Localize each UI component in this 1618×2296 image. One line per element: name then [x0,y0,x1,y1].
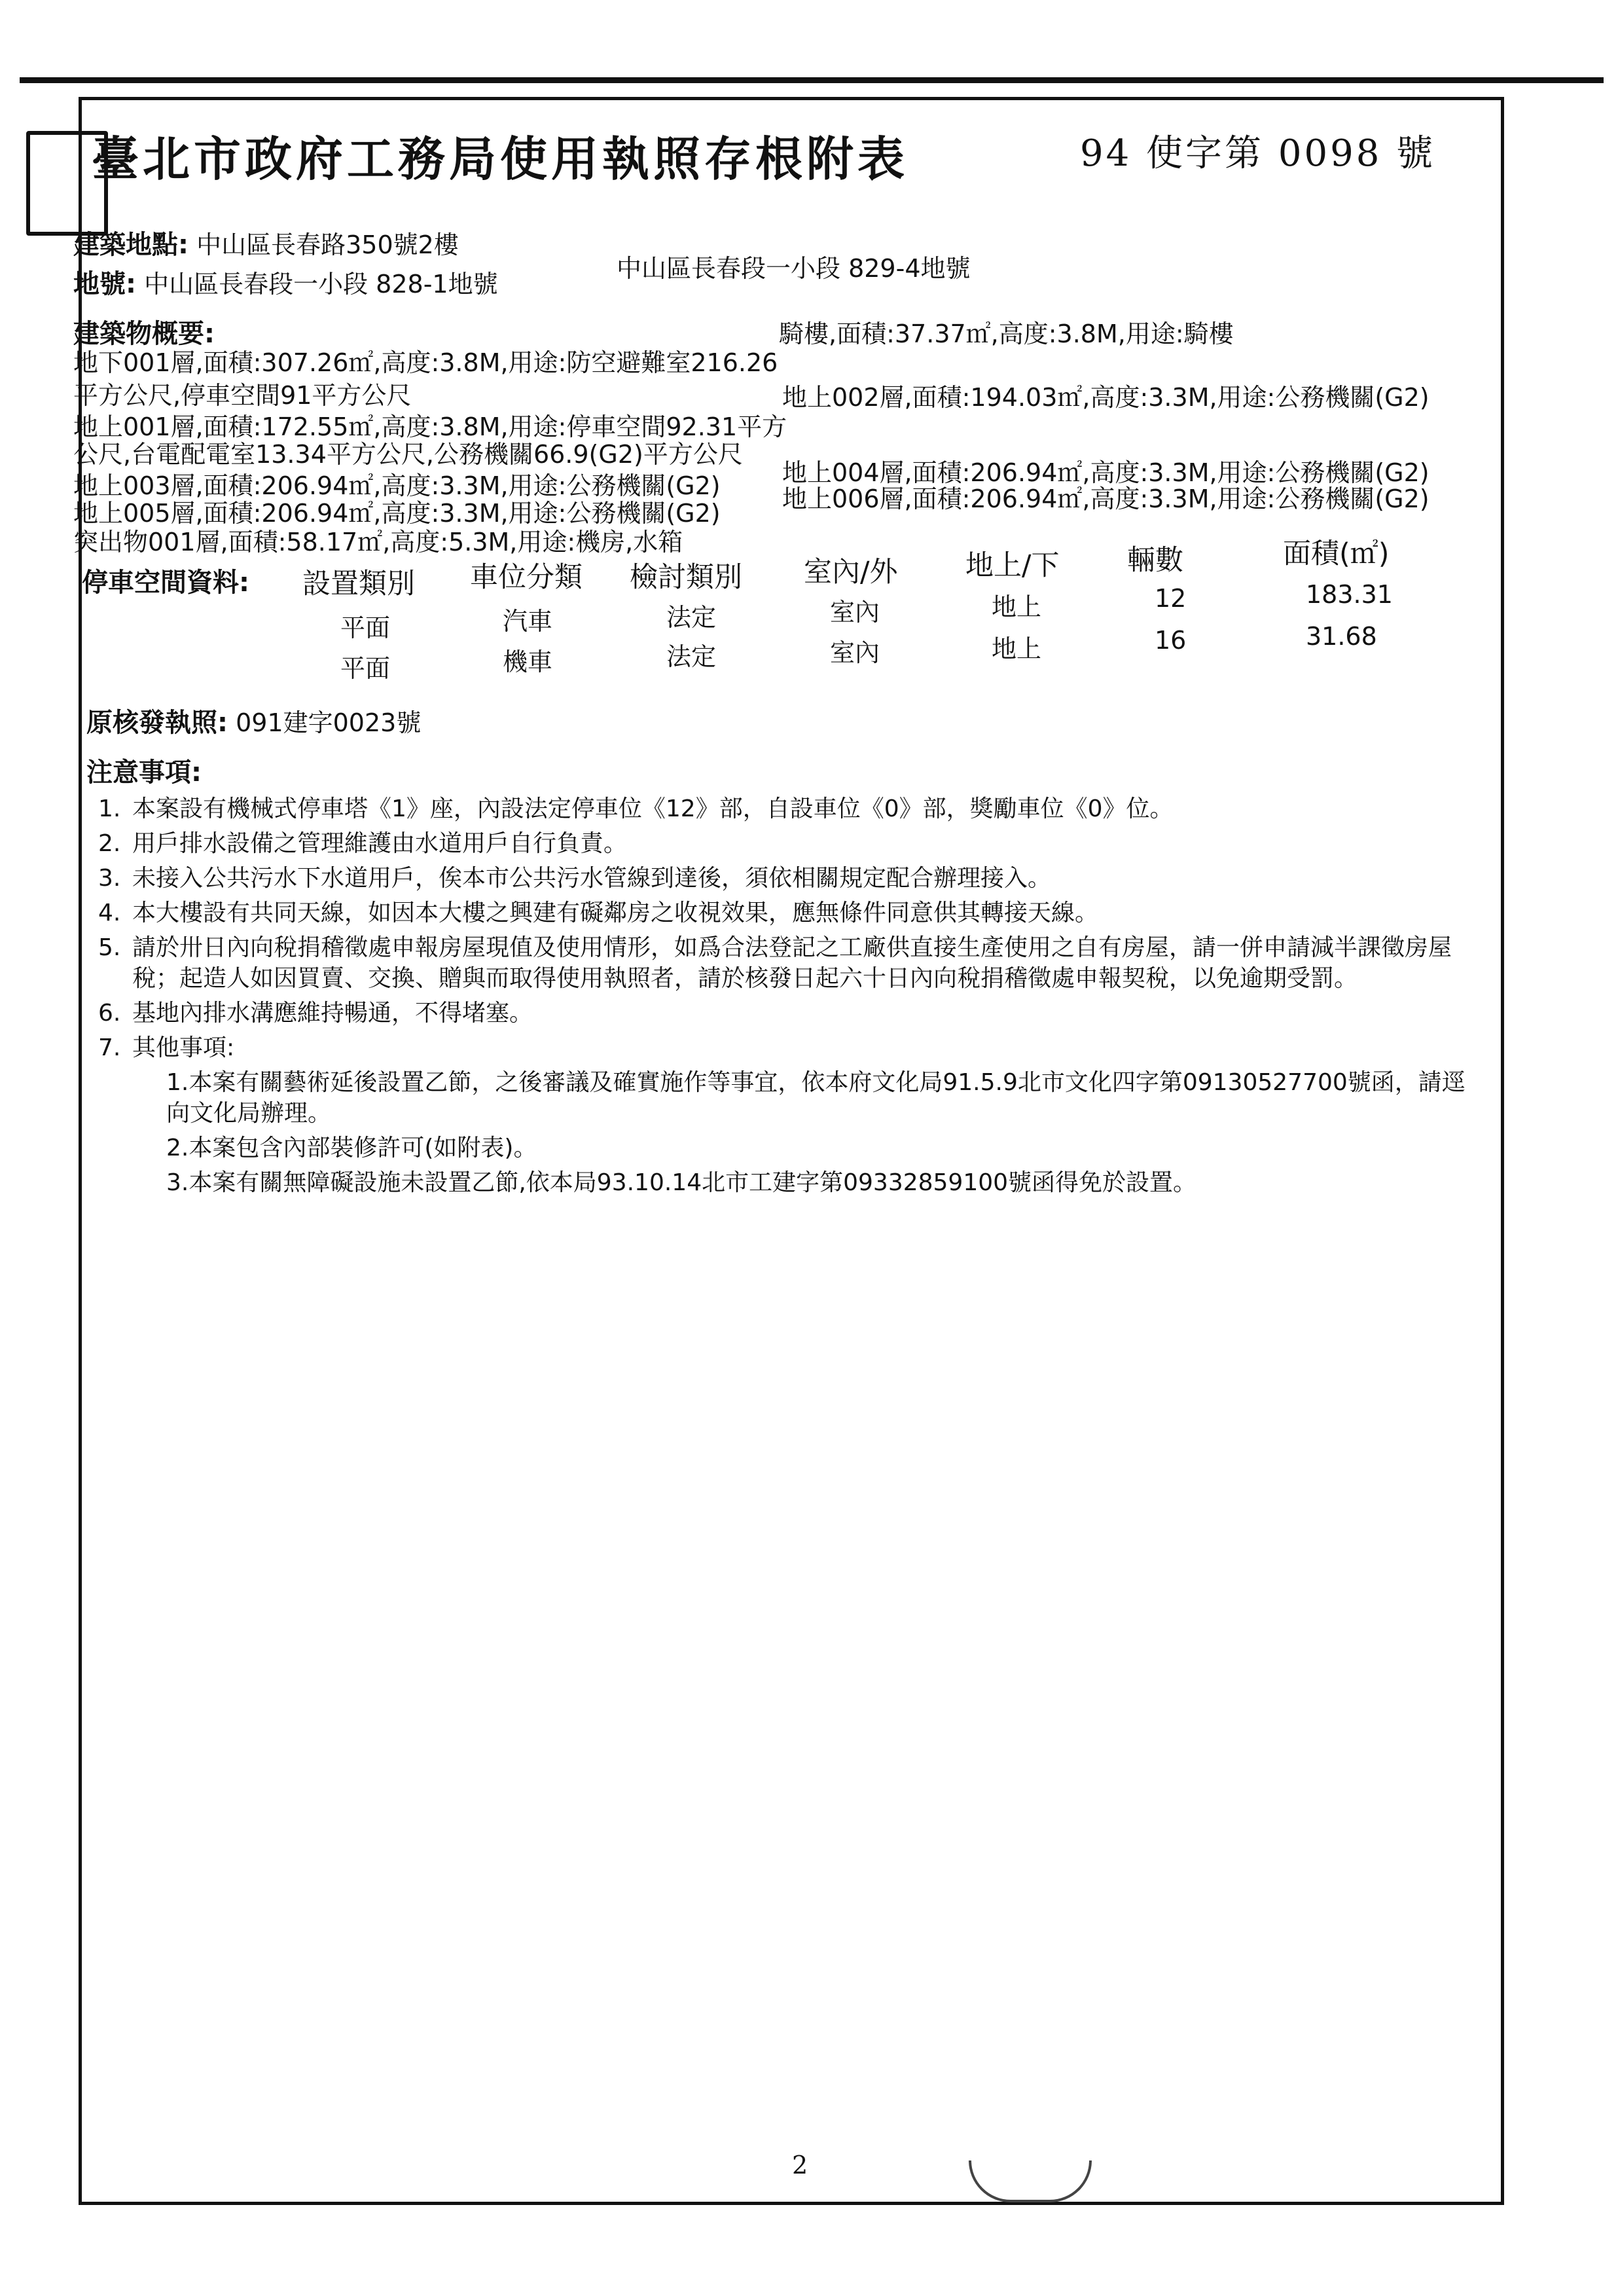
parking-header-type: 車位分類 [470,561,583,594]
parking-cell: 機車 [503,647,553,676]
parking-cell: 12 [1155,584,1187,613]
parking-header-setup: 設置類別 [302,568,415,600]
document-title: 臺北市政府工務局使用執照存根附表 [92,131,909,187]
parking-cell: 16 [1155,626,1187,655]
note-number: 4. [98,900,121,926]
note-number: 5. [98,934,121,961]
building-line: 地上005層,面積:206.94㎡,高度:3.3M,用途:公務機關(G2) [73,499,721,528]
lot-value-2: 中山區長春段一小段 829-4地號 [617,254,971,283]
building-line: 地上002層,面積:194.03㎡,高度:3.3M,用途:公務機關(G2) [782,383,1429,412]
parking-header-area: 面積(㎡) [1283,538,1390,570]
building-line: 地上001層,面積:172.55㎡,高度:3.8M,用途:停車空間92.31平方 [73,412,787,441]
note-text: 請於卅日內向稅捐稽徵處申報房屋現值及使用情形，如爲合法登記之工廠供直接生產使用之自有房屋，請一併申請減半課徵房屋稅；起造人如因買賣、交換、贈與而取得使用執照者，請於核發日起六十日內向稅捐稽徵處申報契稅，以免逾期受罰。 [132,934,1452,992]
page-number: 2 [792,2151,808,2179]
top-rule [20,77,1604,83]
parking-header-review: 檢討類別 [630,561,742,594]
notes-label: 注意事項: [86,757,202,788]
note-item [98,932,1486,994]
lot-row [73,270,498,299]
building-line: 突出物001層,面積:58.17㎡,高度:5.3M,用途:機房,水箱 [73,528,683,556]
parking-label: 停車空間資料: [82,568,249,598]
building-line: 地上003層,面積:206.94㎡,高度:3.3M,用途:公務機關(G2) [73,471,721,500]
building-line: 騎樓,面積:37.37㎡,高度:3.8M,用途:騎樓 [779,319,1234,348]
parking-header-count: 輛數 [1127,544,1183,577]
parking-cell: 室內 [830,638,880,667]
parking-cell: 法定 [666,603,717,632]
note-number: 2. [98,830,121,857]
parking-header-level: 地上/下 [965,549,1060,582]
permit-number: 94 使字第 0098 號 [1080,132,1436,175]
parking-cell: 汽車 [503,607,553,636]
parking-header-indoor: 室內/外 [804,556,898,589]
address-row [73,230,459,259]
other-item: 3.本案有關無障礙設施未設置乙節,依本局93.10.14北市工建字第09332859100號函得免於設置。 [166,1169,1197,1196]
building-line: 平方公尺,停車空間91平方公尺 [73,381,412,410]
lot-value-1: 中山區長春段一小段 828-1地號 [144,270,498,299]
note-item [98,863,1486,894]
note-text: 未接入公共污水下水道用戶，俟本市公共污水管線到達後，須依相關規定配合辦理接入。 [132,865,1052,892]
lot-label: 地號: [73,269,136,299]
note-text: 本案設有機械式停車塔《1》座，內設法定停車位《12》部，自設車位《0》部，獎勵車位《0》位。 [132,795,1174,822]
other-item: 1.本案有關藝術延後設置乙節，之後審議及確實施作等事宜，依本府文化局91.5.9北市文化四字第09130527700號函，請逕向文化局辦理。 [166,1069,1465,1127]
note-text: 本大樓設有共同天線，如因本大樓之興建有礙鄰房之收視效果，應無條件同意供其轉接天線。 [132,900,1099,926]
address-label: 建築地點: [73,230,189,260]
building-line: 地下001層,面積:307.26㎡,高度:3.8M,用途:防空避難室216.26 [73,348,778,377]
parking-cell: 平面 [340,654,391,683]
building-line: 地上004層,面積:206.94㎡,高度:3.3M,用途:公務機關(G2) [782,458,1429,487]
note-item [98,998,1486,1029]
parking-cell: 法定 [666,642,717,671]
other-item: 2.本案包含內部裝修許可(如附表)。 [166,1135,537,1161]
parking-cell: 地上 [992,592,1042,621]
building-line: 公尺,台電配電室13.34平方公尺,公務機關66.9(G2)平方公尺 [73,440,743,469]
note-text: 其他事項: [132,1034,235,1061]
note-text: 用戶排水設備之管理維護由水道用戶自行負責。 [132,830,628,857]
note-number: 1. [98,795,121,822]
building-label: 建築物概要: [73,319,215,349]
notes-list [98,793,1486,1202]
building-line: 地上006層,面積:206.94㎡,高度:3.3M,用途:公務機關(G2) [782,484,1429,513]
original-permit-row [86,708,421,737]
address-value: 中山區長春路350號2樓 [196,230,459,259]
note-number: 3. [98,865,121,892]
note-item [98,898,1486,928]
note-number: 6. [98,1000,121,1027]
note-item [98,793,1486,824]
note-text: 基地內排水溝應維持暢通，不得堵塞。 [132,1000,533,1027]
parking-cell: 室內 [830,598,880,627]
parking-cell: 平面 [340,613,391,642]
parking-cell: 31.68 [1306,622,1377,651]
note-item [98,828,1486,859]
original-permit-value: 091建字0023號 [236,708,422,737]
note-number: 7. [98,1034,121,1061]
parking-cell: 地上 [992,634,1042,663]
parking-cell: 183.31 [1306,580,1393,609]
note-item [98,1032,1486,1063]
original-permit-label: 原核發執照: [86,708,228,738]
